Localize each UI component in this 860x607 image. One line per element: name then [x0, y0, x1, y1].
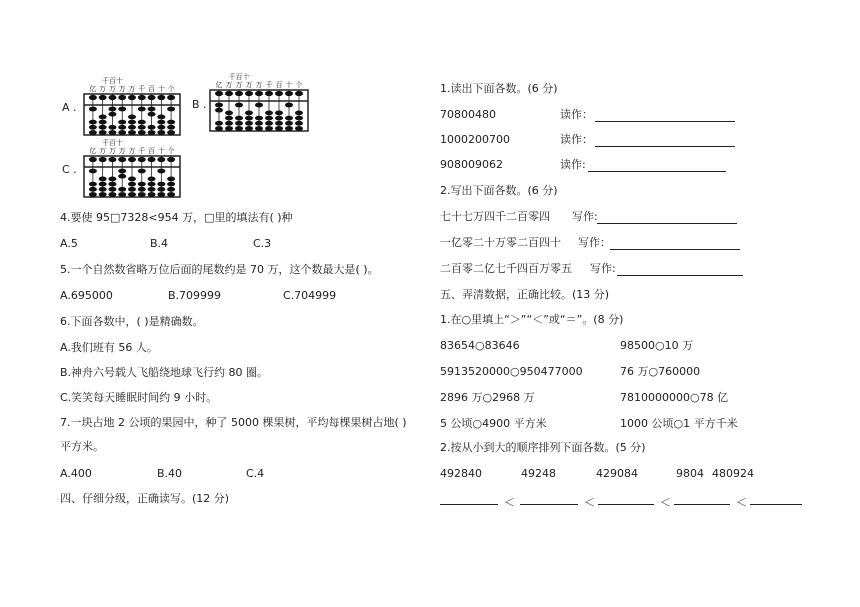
abacus-bead: [215, 108, 223, 113]
abacus-place-label: 万: [128, 147, 136, 155]
abacus-bead: [138, 120, 146, 125]
abacus-bead: [118, 157, 126, 162]
r1-answer-blank-3[interactable]: [588, 170, 726, 172]
abacus-bead: [295, 111, 303, 116]
abacus-bead: [265, 121, 273, 126]
abacus-bead: [167, 177, 175, 182]
abacus-bead: [148, 187, 156, 192]
less-than-2: ＜: [584, 496, 595, 509]
r3-pair-2-right: 76 万○760000: [620, 365, 701, 378]
abacus-place-label: 万: [128, 85, 136, 93]
r3-title: 1.在○里填上“＞”“＜”或“＝”。(8 分): [440, 313, 624, 326]
abacus-place-label: 千百十: [101, 77, 123, 85]
abacus-a: [82, 76, 182, 138]
abacus-bead: [148, 130, 156, 135]
abacus-place-label: 千: [138, 147, 146, 155]
abacus-bead: [108, 112, 116, 117]
q6-option-b: B.神舟六号载人飞船绕地球飞行约 80 圈。: [60, 366, 269, 379]
section-4-heading: 四、仔细分级，正确读写。(12 分): [60, 492, 230, 505]
abacus-bead: [245, 111, 253, 116]
abacus-bead: [108, 130, 116, 135]
r4-number-3: 429084: [596, 467, 638, 480]
abacus-bead: [167, 120, 175, 125]
abacus-bead: [245, 121, 253, 126]
abacus-bead: [89, 187, 97, 192]
abacus-bead: [255, 103, 263, 108]
abacus-bead: [89, 120, 97, 125]
abacus-bead: [118, 107, 126, 112]
abacus-place-label: 万: [245, 81, 253, 89]
abacus-bead: [128, 157, 136, 162]
r2-answer-blank-1[interactable]: [597, 222, 737, 224]
abacus-bead: [215, 103, 223, 108]
q6-option-a: A.我们班有 56 人。: [60, 341, 158, 354]
abacus-bead: [89, 130, 97, 135]
abacus-place-label: 个: [295, 81, 303, 89]
abacus-bead: [215, 121, 223, 126]
abacus-place-label: 万: [255, 81, 263, 89]
abacus-bead: [118, 130, 126, 135]
abacus-bead: [225, 116, 233, 121]
abacus-bead: [118, 174, 126, 179]
abacus-bead: [128, 182, 136, 187]
abacus-bead: [245, 116, 253, 121]
abacus-bead: [138, 157, 146, 162]
abacus-bead: [255, 116, 263, 121]
abacus-place-label: 万: [225, 81, 233, 89]
abacus-bead: [295, 121, 303, 126]
abacus-bead: [138, 125, 146, 130]
abacus-bead: [285, 126, 293, 131]
r1-answer-blank-2[interactable]: [595, 145, 735, 147]
r3-pair-1-left: 83654○83646: [440, 339, 520, 352]
abacus-bead: [108, 95, 116, 100]
abacus-bead: [148, 182, 156, 187]
r1-number-3: 908009062: [440, 158, 503, 171]
abacus-bead: [108, 177, 116, 182]
r1-answer-blank-1[interactable]: [595, 120, 735, 122]
abacus-bead: [275, 116, 283, 121]
abacus-place-label: 个: [167, 85, 175, 93]
abacus-bead: [275, 126, 283, 131]
q5-option-c: C.704999: [283, 289, 337, 302]
r2-answer-blank-2[interactable]: [610, 248, 740, 250]
abacus-bead: [148, 157, 156, 162]
abacus-place-label: 十: [157, 147, 165, 155]
less-than-3: ＜: [660, 496, 671, 509]
abacus-bead: [138, 107, 146, 112]
abacus-bead: [295, 116, 303, 121]
abacus-bead: [89, 95, 97, 100]
abacus-bead: [167, 187, 175, 192]
abacus-bead: [235, 126, 243, 131]
abacus-bead: [138, 182, 146, 187]
abacus-bead: [225, 91, 233, 96]
abacus-place-label: 个: [167, 147, 175, 155]
abacus-bead: [225, 111, 233, 116]
abacus-bead: [128, 192, 136, 197]
abacus-bead: [99, 177, 107, 182]
abacus-bead: [225, 126, 233, 131]
r1-number-2: 1000200700: [440, 133, 510, 146]
abacus-bead: [295, 91, 303, 96]
r3-pair-3-right: 7810000000○78 亿: [620, 391, 729, 404]
abacus-bead: [265, 111, 273, 116]
r2-label-2: 写作：: [578, 236, 611, 249]
q4-option-c: C.3: [253, 237, 272, 250]
r1-number-1: 70800480: [440, 108, 496, 121]
abacus-bead: [89, 157, 97, 162]
abacus-place-label: 千百十: [228, 73, 250, 81]
abacus-bead: [138, 169, 146, 174]
abacus-bead: [118, 125, 126, 130]
abacus-bead: [89, 192, 97, 197]
abacus-bead: [157, 187, 165, 192]
r4-title: 2.按从小到大的顺序排列下面各数。(5 分): [440, 441, 646, 454]
abacus-bead: [138, 187, 146, 192]
abacus-bead: [118, 187, 126, 192]
abacus-bead: [89, 107, 97, 112]
abacus-bead: [108, 192, 116, 197]
abacus-bead: [275, 91, 283, 96]
abacus-place-label: 千百十: [101, 139, 123, 147]
abacus-bead: [167, 182, 175, 187]
q6-option-c: C.笑笑每天睡眠时间约 9 小时。: [60, 391, 218, 404]
abacus-bead: [148, 107, 156, 112]
q7-question: 7.一块占地 2 公顷的果园中，种了 5000 棵果树，平均每棵果树占地( ): [60, 416, 407, 429]
abacus-bead: [157, 120, 165, 125]
abacus-place-label: 万: [235, 81, 243, 89]
abacus-bead: [157, 95, 165, 100]
abacus-bead: [255, 121, 263, 126]
abacus-bead: [255, 91, 263, 96]
abacus-bead: [157, 192, 165, 197]
abacus-bead: [265, 91, 273, 96]
abacus-bead: [148, 125, 156, 130]
order-blank-3[interactable]: [598, 503, 654, 505]
abacus-bead: [138, 192, 146, 197]
abacus-place-label: 十: [285, 81, 293, 89]
abacus-bead: [167, 130, 175, 135]
section-5-heading: 五、弄清数据，正确比较。(13 分): [440, 288, 610, 301]
r4-number-1: 492840: [440, 467, 482, 480]
abacus-bead: [215, 126, 223, 131]
abacus-bead: [108, 157, 116, 162]
abacus-bead: [275, 111, 283, 116]
abacus-bead: [148, 177, 156, 182]
abacus-bead: [118, 169, 126, 174]
abacus-place-label: 千: [265, 81, 273, 89]
abacus-bead: [167, 95, 175, 100]
r3-pair-3-left: 2896 万○2968 万: [440, 391, 535, 404]
r2-text-1: 七十七万四千二百零四: [440, 210, 550, 223]
r4-number-2: 49248: [521, 467, 556, 480]
abacus-place-label: 亿: [215, 81, 223, 89]
r2-label-1: 写作:: [572, 210, 598, 223]
abacus-bead: [99, 187, 107, 192]
abacus-place-label: 万: [108, 85, 116, 93]
abacus-place-label: 十: [157, 85, 165, 93]
r2-text-3: 二百零二亿七千四百万零五: [440, 262, 572, 275]
abacus-bead: [89, 125, 97, 130]
abacus-bead: [157, 125, 165, 130]
r3-pair-1-right: 98500○10 万: [620, 339, 694, 352]
r2-text-2: 一亿零二十万零二百四十: [440, 236, 561, 249]
r3-pair-4-right: 1000 公顷○1 平方千米: [620, 417, 738, 430]
order-blank-5[interactable]: [750, 503, 802, 505]
abacus-bead: [128, 187, 136, 192]
abacus-bead: [167, 107, 175, 112]
abacus-bead: [235, 103, 243, 108]
abacus-place-label: 万: [108, 147, 116, 155]
abacus-bead: [235, 91, 243, 96]
r1-label-1: 读作：: [560, 108, 593, 121]
q4-question: 4.要使 95□7328<954 万，□里的填法有( )种: [60, 211, 293, 224]
abacus-bead: [285, 121, 293, 126]
q5-question: 5.一个自然数省略万位后面的尾数约是 70 万，这个数最大是( )。: [60, 263, 379, 276]
abacus-bead: [89, 169, 97, 174]
abacus-bead: [157, 169, 165, 174]
abacus-place-label: 万: [99, 85, 107, 93]
r2-label-3: 写作:: [590, 262, 616, 275]
abacus-bead: [128, 177, 136, 182]
abacus-bead: [108, 125, 116, 130]
abacus-bead: [295, 126, 303, 131]
abacus-bead: [99, 192, 107, 197]
abacus-bead: [148, 95, 156, 100]
abacus-bead: [235, 116, 243, 121]
abacus-bead: [215, 91, 223, 96]
abacus-place-label: 万: [99, 147, 107, 155]
abacus-bead: [99, 115, 107, 120]
abacus-b-label: B .: [192, 98, 207, 111]
abacus-a-label: A .: [62, 101, 77, 114]
abacus-place-label: 百: [148, 85, 156, 93]
r2-title: 2.写出下面各数。(6 分): [440, 184, 558, 197]
q5-option-a: A.695000: [60, 289, 113, 302]
abacus-place-label: 百: [275, 81, 283, 89]
abacus-bead: [225, 121, 233, 126]
abacus-bead: [235, 121, 243, 126]
abacus-bead: [167, 157, 175, 162]
q7-option-b: B.40: [157, 467, 183, 480]
abacus-bead: [99, 125, 107, 130]
q7-option-c: C.4: [246, 467, 265, 480]
abacus-bead: [118, 120, 126, 125]
order-blank-4[interactable]: [674, 503, 730, 505]
abacus-bead: [285, 116, 293, 121]
q4-option-b: B.4: [150, 237, 169, 250]
order-blank-1[interactable]: [440, 503, 498, 505]
abacus-bead: [108, 182, 116, 187]
abacus-bead: [148, 192, 156, 197]
q7-question-cont: 平方米。: [60, 440, 104, 453]
abacus-bead: [99, 182, 107, 187]
abacus-bead: [118, 192, 126, 197]
abacus-bead: [138, 130, 146, 135]
abacus-place-label: 亿: [89, 147, 97, 155]
less-than-1: ＜: [504, 496, 515, 509]
abacus-bead: [99, 157, 107, 162]
q4-option-a: A.5: [60, 237, 78, 250]
abacus-bead: [148, 112, 156, 117]
abacus-place-label: 千: [138, 85, 146, 93]
r1-label-3: 读作:: [560, 158, 586, 171]
abacus-bead: [245, 126, 253, 131]
abacus-bead: [245, 91, 253, 96]
order-blank-2[interactable]: [520, 503, 578, 505]
abacus-bead: [157, 115, 165, 120]
r3-pair-4-left: 5 公顷○4900 平方米: [440, 417, 547, 430]
abacus-bead: [275, 121, 283, 126]
abacus-b: [208, 72, 310, 134]
abacus-bead: [99, 95, 107, 100]
abacus-c: [82, 138, 182, 200]
q6-question: 6.下面各数中，( )是精确数。: [60, 315, 204, 328]
abacus-bead: [118, 95, 126, 100]
abacus-bead: [265, 126, 273, 131]
q5-option-b: B.709999: [168, 289, 222, 302]
abacus-bead: [167, 192, 175, 197]
r3-pair-2-left: 5913520000○950477000: [440, 365, 583, 378]
abacus-bead: [167, 125, 175, 130]
abacus-bead: [108, 107, 116, 112]
r2-answer-blank-3[interactable]: [617, 274, 743, 276]
abacus-bead: [138, 95, 146, 100]
abacus-c-label: C .: [62, 163, 77, 176]
r4-number-4: 9804: [676, 467, 704, 480]
abacus-bead: [157, 182, 165, 187]
abacus-bead: [157, 130, 165, 135]
r4-number-5: 480924: [712, 467, 754, 480]
r1-title: 1.读出下面各数。(6 分): [440, 82, 558, 95]
abacus-bead: [89, 182, 97, 187]
less-than-4: ＜: [736, 496, 747, 509]
abacus-bead: [108, 187, 116, 192]
abacus-bead: [285, 103, 293, 108]
abacus-place-label: 百: [148, 147, 156, 155]
abacus-bead: [255, 126, 263, 131]
abacus-place-label: 万: [118, 147, 126, 155]
abacus-bead: [285, 91, 293, 96]
abacus-place-label: 万: [118, 85, 126, 93]
abacus-bead: [99, 120, 107, 125]
abacus-bead: [157, 157, 165, 162]
abacus-bead: [265, 116, 273, 121]
q7-option-a: A.400: [60, 467, 92, 480]
abacus-bead: [128, 115, 136, 120]
abacus-bead: [128, 95, 136, 100]
abacus-bead: [128, 120, 136, 125]
abacus-place-label: 亿: [89, 85, 97, 93]
r1-label-2: 读作：: [560, 133, 593, 146]
abacus-bead: [128, 130, 136, 135]
abacus-bead: [128, 125, 136, 130]
abacus-bead: [99, 130, 107, 135]
